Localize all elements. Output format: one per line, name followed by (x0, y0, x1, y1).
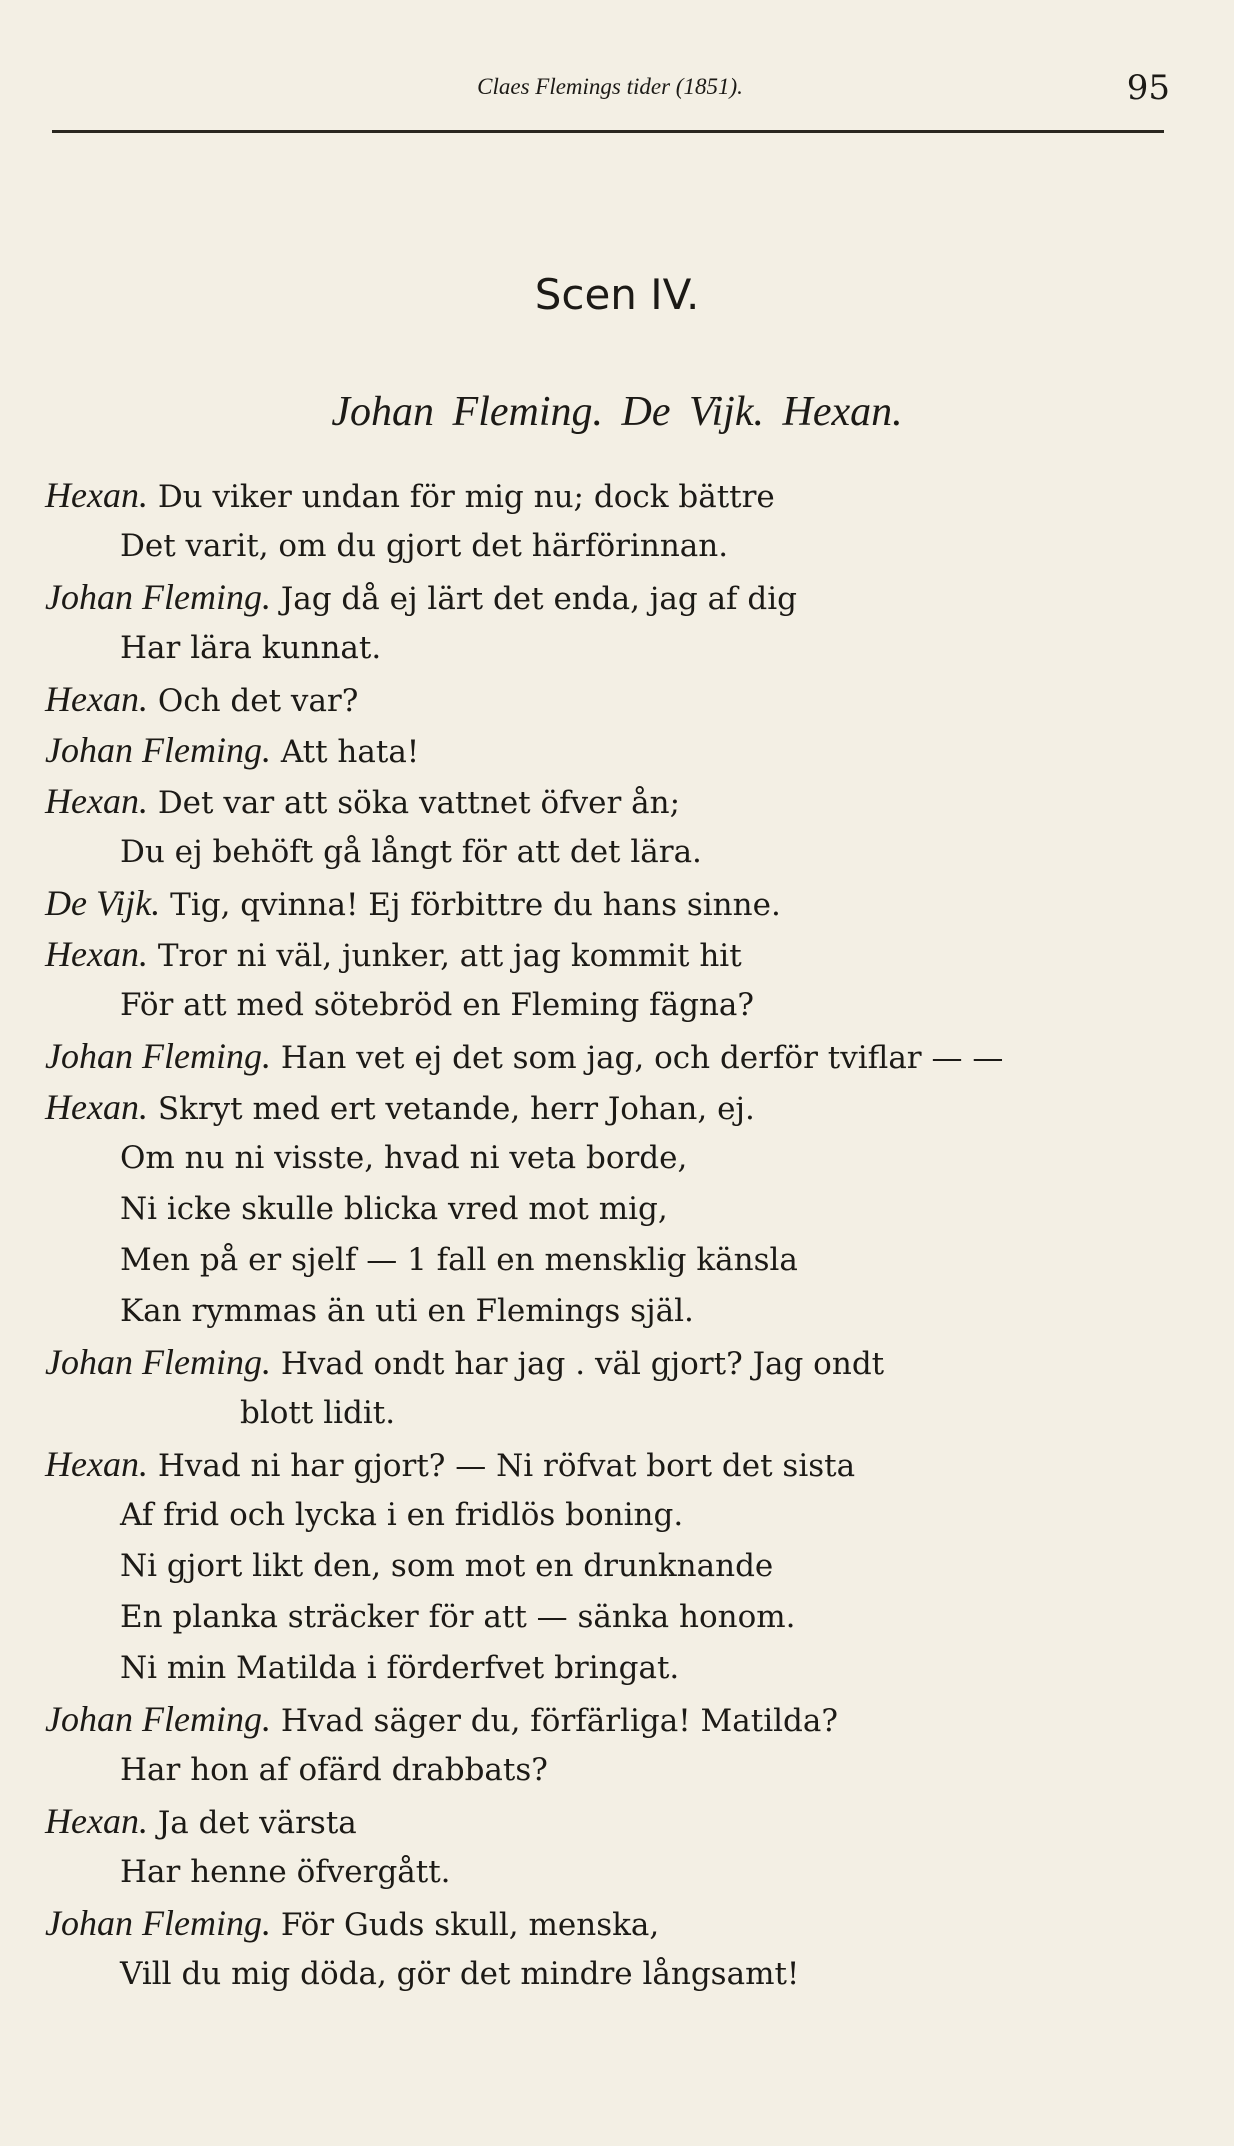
speaker: Hexan. (45, 934, 148, 974)
dialogue-line (120, 985, 754, 1025)
line-text: Ni min Matilda i förderfvet bringat. (120, 1650, 680, 1686)
dialogue-line (45, 934, 742, 976)
line-text: Han vet ej det som jag, och derför tviflar — — (280, 1040, 1004, 1076)
line-text: Hvad säger du, förfärliga! Matilda? (280, 1703, 838, 1739)
dialogue-line (45, 1801, 357, 1843)
line-text: En planka sträcker för att — sänka honom. (120, 1599, 796, 1635)
dialogue-line (45, 1444, 855, 1486)
line-text: För Guds skull, menska, (280, 1907, 660, 1943)
dialogue-line (240, 1393, 395, 1433)
line-text: Du ej behöft gå långt för att det lära. (120, 834, 702, 870)
line-text: Hvad ondt har jag . väl gjort? Jag ondt (280, 1346, 885, 1382)
speaker: Johan Fleming. (45, 577, 271, 617)
page-header (50, 66, 1170, 116)
dialogue-line (120, 1138, 687, 1178)
line-text: Om nu ni visste, hvad ni veta borde, (120, 1140, 688, 1176)
line-text: Har hon af ofärd drabbats? (120, 1752, 548, 1788)
dialogue-line (45, 781, 680, 823)
line-text: Vill du mig döda, gör det mindre långsamt! (120, 1956, 800, 1992)
dialogue-line (120, 1546, 773, 1586)
line-text: Du viker undan för mig nu; dock bättre (157, 479, 775, 515)
dialogue-line (120, 1852, 451, 1892)
line-text: Jag då ej lärt det enda, jag af dig (280, 581, 797, 617)
line-text: Det var att söka vattnet öfver ån; (157, 785, 681, 821)
line-text: För att med sötebröd en Fleming fägna? (120, 987, 755, 1023)
line-text: Har henne öfvergått. (120, 1854, 451, 1890)
speaker: Johan Fleming. (45, 1342, 271, 1382)
cast-list: Johan Fleming. De Vijk. Hexan. (331, 389, 903, 435)
speaker: Hexan. (45, 475, 148, 515)
line-text: Kan rymmas än uti en Flemings själ. (120, 1293, 694, 1329)
dialogue-line (45, 1036, 1003, 1078)
dialogue-line (120, 1954, 799, 1994)
line-text: Ni gjort likt den, som mot en drunknande (120, 1548, 774, 1584)
speaker: De Vijk. (45, 883, 161, 923)
dialogue-line (120, 628, 381, 668)
line-text: Det varit, om du gjort det härförinnan. (120, 528, 729, 564)
line-text: Att hata! (280, 734, 420, 770)
speaker: Johan Fleming. (45, 730, 271, 770)
speaker: Hexan. (45, 781, 148, 821)
dialogue-line (120, 1648, 679, 1688)
dialogue-line (120, 832, 702, 872)
speaker: Johan Fleming. (45, 1699, 271, 1739)
dialogue-line (120, 1240, 798, 1280)
dialogue-line (120, 1495, 683, 1535)
speaker: Johan Fleming. (45, 1036, 271, 1076)
running-title: Claes Flemings tider (1851). (477, 74, 743, 99)
dialogue-line (120, 1750, 548, 1790)
header-rule (52, 130, 1164, 133)
dialogue-line (45, 1087, 755, 1129)
line-text: Tror ni väl, junker, att jag kommit hit (157, 938, 742, 974)
dialogue-line (45, 577, 797, 619)
page-number: 95 (1126, 68, 1170, 108)
dialogue-line (45, 1699, 838, 1741)
dialogue-line (45, 1342, 884, 1384)
line-text: Men på er sjelf — 1 fall en mensklig känsla (120, 1242, 798, 1278)
line-text: Hvad ni har gjort? — Ni röfvat bort det sista (157, 1448, 856, 1484)
speaker: Johan Fleming. (45, 1903, 271, 1943)
speaker: Hexan. (45, 1444, 148, 1484)
speaker: Hexan. (45, 679, 148, 719)
line-text: Af frid och lycka i en fridlös boning. (120, 1497, 684, 1533)
dialogue-line (45, 1903, 659, 1945)
dialogue-line (45, 883, 781, 925)
speaker: Hexan. (45, 1801, 148, 1841)
dialogue-line (120, 526, 728, 566)
line-text: blott lidit. (240, 1395, 396, 1431)
dialogue-line (120, 1597, 796, 1637)
line-text: Skryt med ert vetande, herr Johan, ej. (157, 1091, 755, 1127)
line-text: Ni icke skulle blicka vred mot mig, (120, 1191, 668, 1227)
dialogue-line (45, 679, 358, 721)
line-text: Och det var? (157, 683, 359, 719)
speaker: Hexan. (45, 1087, 148, 1127)
line-text: Tig, qvinna! Ej förbittre du hans sinne. (170, 887, 781, 923)
line-text: Ja det värsta (157, 1805, 357, 1841)
dialogue-line (120, 1291, 694, 1331)
dialogue-line (45, 475, 775, 517)
scene-title: Scen IV. (534, 270, 700, 319)
dialogue-line (120, 1189, 668, 1229)
dialogue-line (45, 730, 419, 772)
line-text: Har lära kunnat. (120, 630, 382, 666)
